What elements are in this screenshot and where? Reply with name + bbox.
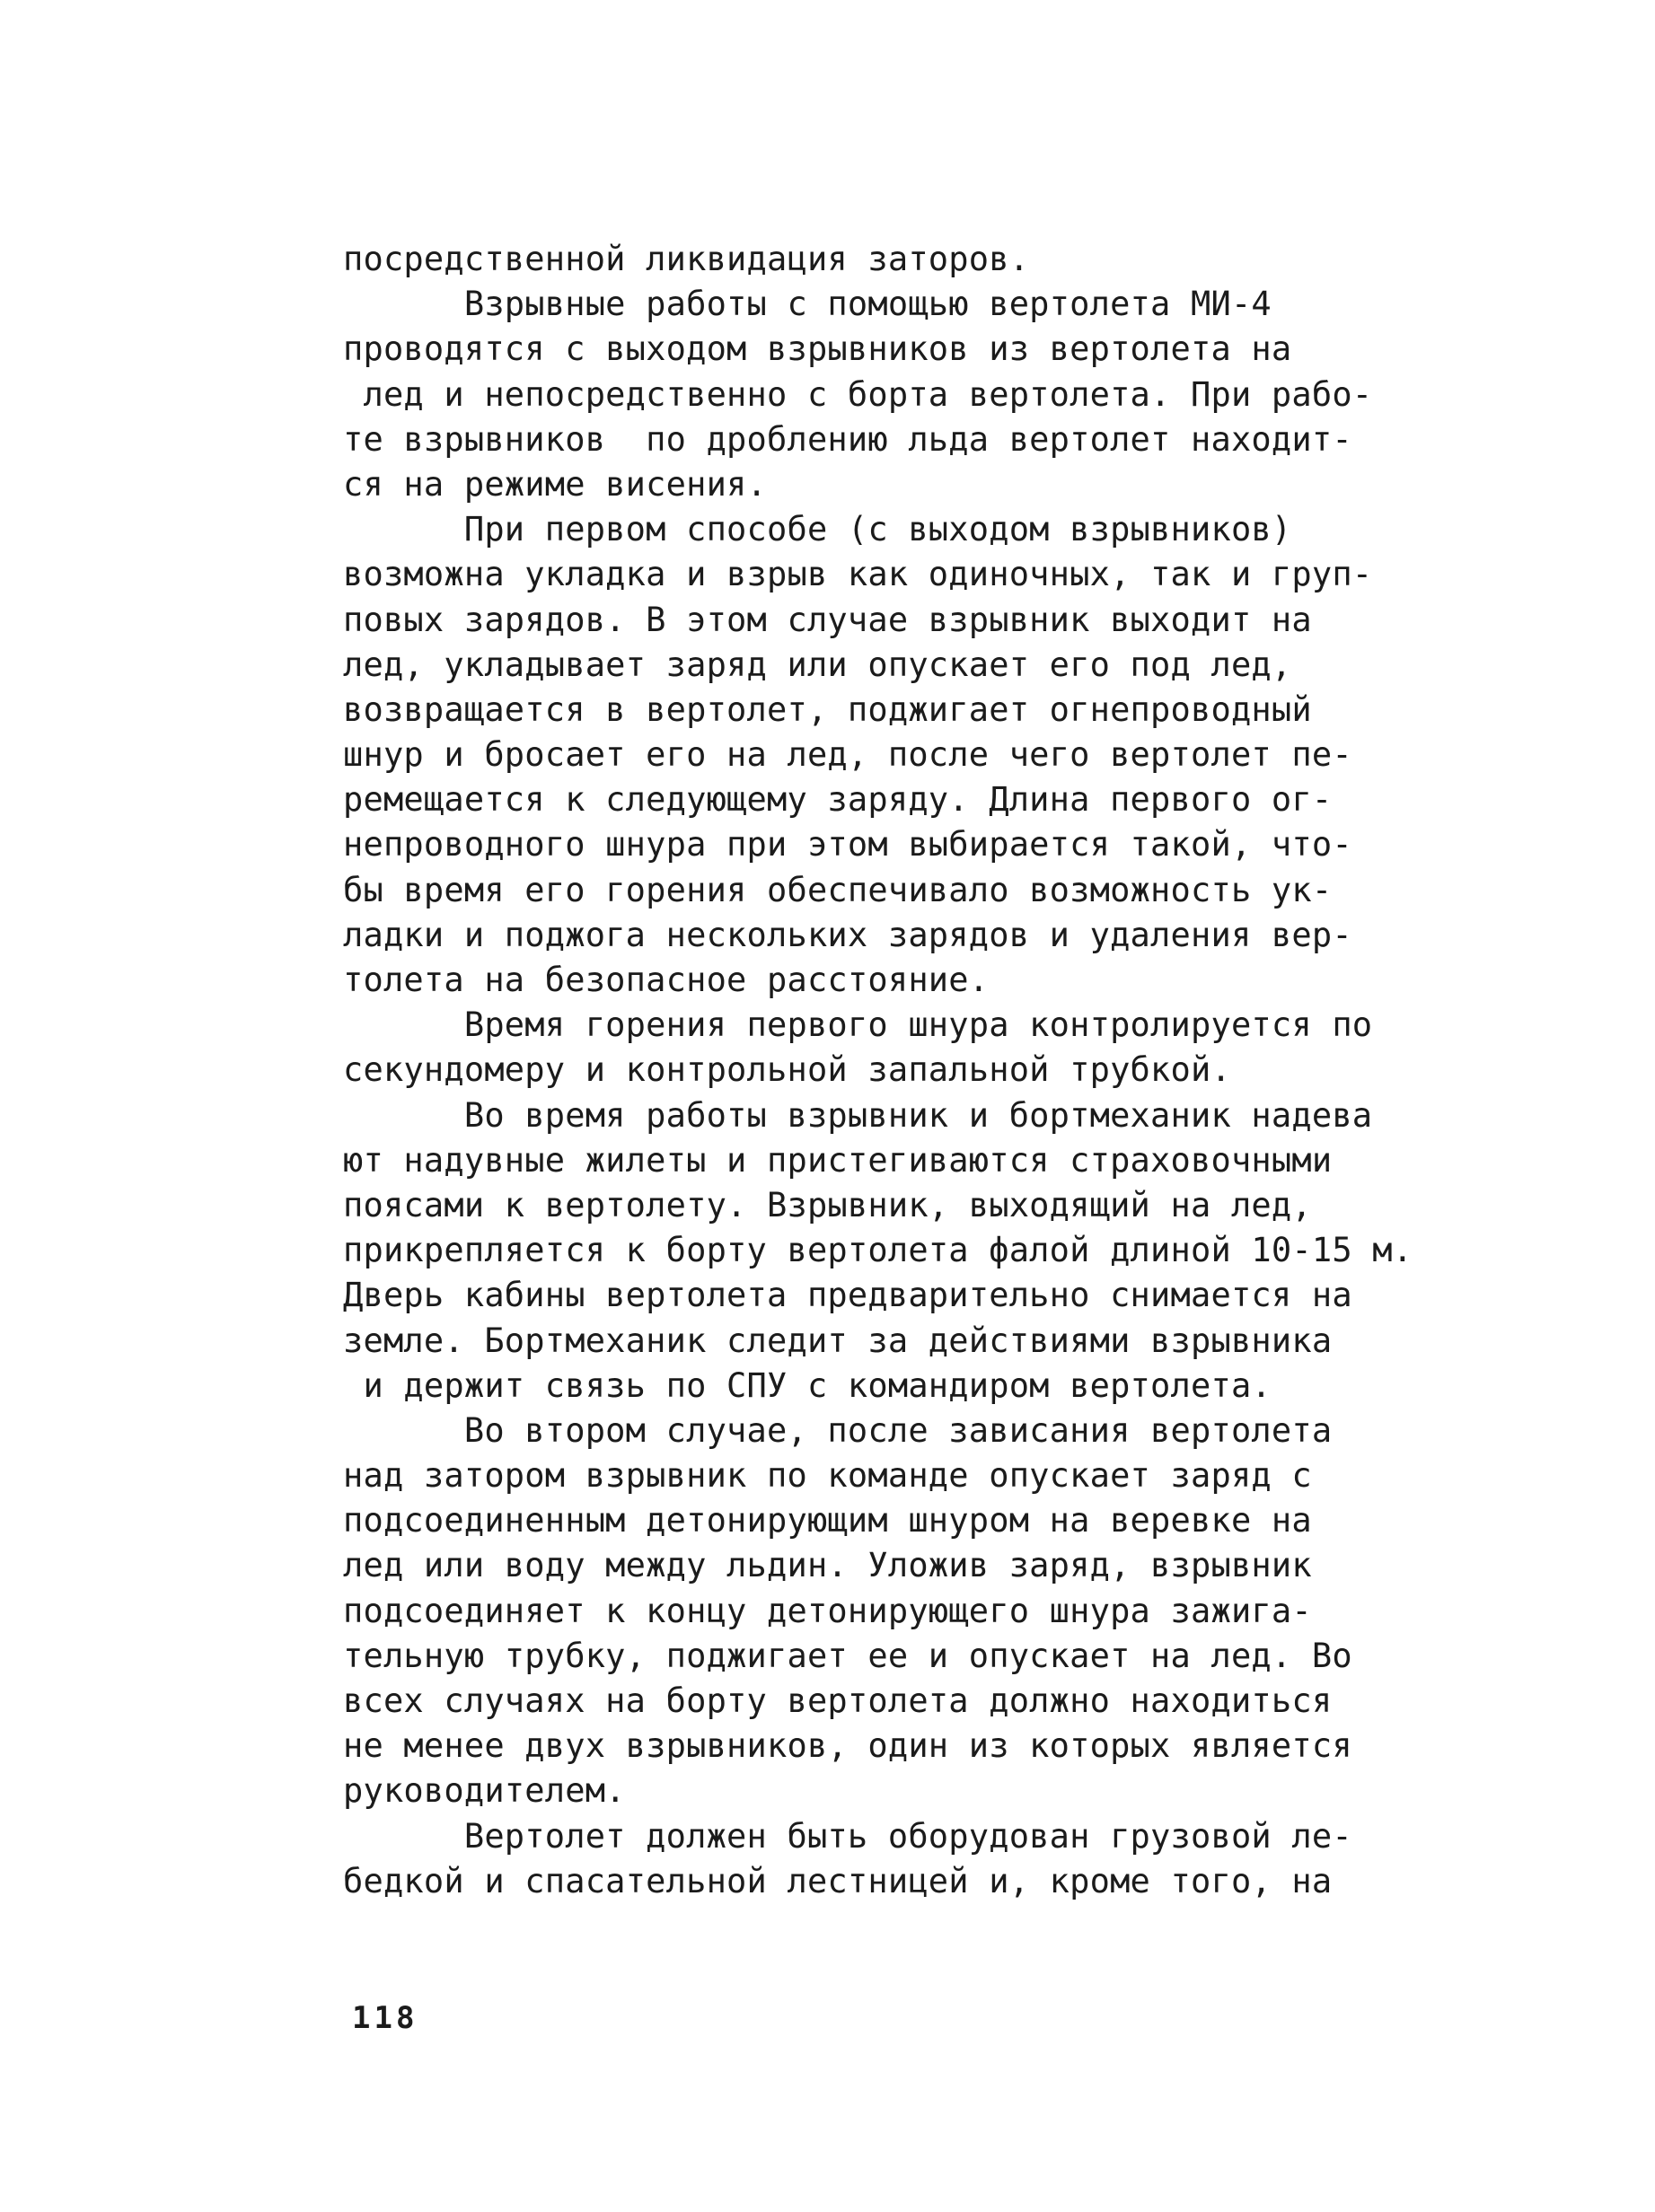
text-line: ладки и поджога нескольких зарядов и удаления вер-: [343, 915, 1352, 954]
text-line: Во втором случае, после зависания вертолета: [343, 1410, 1333, 1450]
text-line: повых зарядов. В этом случае взрывник выходит на: [343, 600, 1312, 639]
text-line: те взрывников по дроблению льда вертолет находит-: [343, 419, 1352, 459]
page-number: 118: [352, 2000, 418, 2036]
text-line: не менее двух взрывников, один из которых является: [343, 1726, 1352, 1766]
text-line: ся на режиме висения.: [343, 464, 767, 504]
text-line: Взрывные работы с помощью вертолета МИ-4: [343, 285, 1272, 324]
text-line: лед или воду между льдин. Уложив заряд, взрывник: [343, 1546, 1312, 1585]
text-line: толета на безопасное расстояние.: [343, 961, 990, 999]
text-line: шнур и бросает его на лед, после чего вертолет пе-: [343, 735, 1352, 775]
text-line: всех случаях на борту вертолета должно находиться: [343, 1681, 1333, 1720]
text-line: При первом способе (с выходом взрывников): [343, 510, 1292, 549]
text-line: бедкой и спасательной лестницей и, кроме того, на: [343, 1861, 1333, 1900]
text-line: возвращается в вертолет, поджигает огнепроводный: [343, 689, 1312, 729]
body-text: [343, 237, 1510, 1904]
text-line: прикрепляется к борту вертолета фалой длиной 10-15 м.: [343, 1231, 1413, 1270]
text-line: проводятся с выходом взрывников из вертолета на: [343, 329, 1292, 369]
text-line: лед и непосредственно с борта вертолета. При рабо-: [343, 374, 1373, 414]
text-line: поясами к вертолету. Взрывник, выходящий на лед,: [343, 1185, 1312, 1224]
text-line: посредственной ликвидация заторов.: [343, 240, 1030, 278]
text-line: ют надувные жилеты и пристегиваются страховочными: [343, 1140, 1333, 1180]
text-line: возможна укладка и взрыв как одиночных, так и груп-: [343, 555, 1373, 594]
text-line: тельную трубку, поджигает ее и опускает на лед. Во: [343, 1636, 1352, 1675]
text-line: над затором взрывник по команде опускает заряд с: [343, 1456, 1312, 1496]
text-line: подсоединенным детонирующим шнуром на веревке на: [343, 1501, 1312, 1540]
text-line: лед, укладывает заряд или опускает его под лед,: [343, 645, 1292, 684]
text-line: и держит связь по СПУ с командиром вертолета.: [343, 1365, 1272, 1405]
text-line: Время горения первого шнура контролируется по: [343, 1005, 1373, 1045]
text-line: Дверь кабины вертолета предварительно снимается на: [343, 1276, 1352, 1315]
text-line: ремещается к следующему заряду. Длина первого ог-: [343, 780, 1333, 820]
text-line: секундомеру и контрольной запальной трубкой.: [343, 1050, 1231, 1090]
text-line: подсоединяет к концу детонирующего шнура зажига-: [343, 1591, 1312, 1630]
text-line: бы время его горения обеспечивало возможность ук-: [343, 870, 1333, 909]
text-line: непроводного шнура при этом выбирается такой, что-: [343, 825, 1352, 865]
text-line: руководителем.: [343, 1771, 626, 1811]
text-line: Вертолет должен быть оборудован грузовой ле-: [343, 1816, 1352, 1856]
text-line: земле. Бортмеханик следит за действиями взрывника: [343, 1321, 1333, 1360]
text-line: Во время работы взрывник и бортмеханик надева: [343, 1095, 1373, 1135]
